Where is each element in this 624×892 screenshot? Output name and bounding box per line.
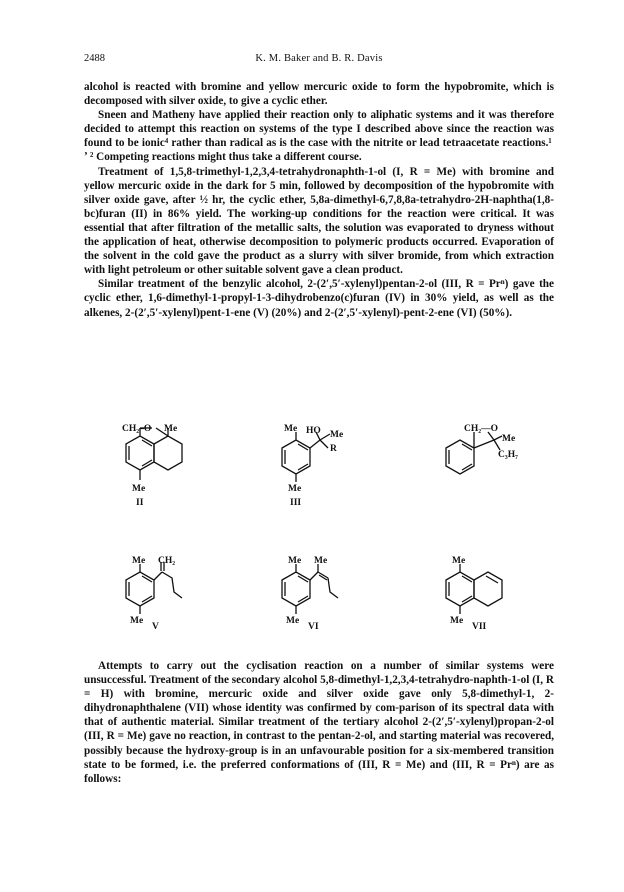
structure-IV-top: CH₂—O — [464, 424, 498, 434]
structure-III-right-bottom: R — [330, 444, 337, 454]
structure-III-top-mid: HO — [306, 426, 321, 436]
structure-III-right-top: Me — [330, 430, 344, 440]
structure-III-bottom: Me — [288, 484, 302, 494]
paragraph: Sneen and Matheny have applied their reaction only to aliphatic systems and it was therefore decided to attempt this reaction on systems of the type I described above since the reaction was found to be ionic⁴ rather than radical as is the case with the nitrite or lead tetraacetate reactions.¹ ʼ ² Competing reactions might thus take a different course. — [84, 109, 554, 164]
structure-VI — [262, 554, 358, 654]
structure-IV — [426, 422, 522, 522]
structure-II — [106, 422, 202, 522]
structure-VI-drawing — [262, 554, 358, 632]
structure-V-top-right: CH₂ — [158, 556, 176, 566]
structure-VII-drawing — [426, 554, 522, 632]
structure-II-drawing — [106, 422, 202, 500]
paragraph: alcohol is reacted with bromine and yellow mercuric oxide to form the hypobromite, which is decomposed with silver oxide, to give a cyclic ether. — [84, 81, 554, 108]
structure-III — [262, 422, 358, 522]
structure-VII-top: Me — [452, 556, 466, 566]
paragraph: Treatment of 1,5,8-trimethyl-1,2,3,4-tetrahydronaphth-1-ol (I, R = Me) with bromine and yellow mercuric oxide in the dark for 5 min, followed by decomposition of the hypobromite with silver oxide gave, after ½ hr, the cyclic ether, 5,8a-dimethyl-6,7,8,8a-tetrahydro-2H-naphtha(1,8-bc)furan (II) in 86% yield. The working-up conditions for the reaction were critical. It was essential that after filtration of the metallic salts, the solution was evaporated to dryness without the application of heat, otherwise decomposition to polymeric products occurred. Evaporation of the solvent in the cold gave the product as a slurry with silver bromide, from which extraction with light petroleum or other suitable solvent gave a clean product. — [84, 165, 554, 277]
structure-II-top-right: Me — [164, 424, 178, 434]
structure-VII-label: VII — [472, 622, 487, 632]
running-head: K. M. Baker and B. R. Davis — [255, 53, 383, 64]
structure-VII — [426, 554, 522, 654]
structure-II-top-left: CH₂–O — [122, 424, 152, 434]
structure-II-label: II — [136, 498, 144, 508]
structure-V-drawing — [106, 554, 202, 632]
page-header — [84, 53, 554, 69]
paragraph: Similar treatment of the benzylic alcohol, 2-(2′,5′-xylenyl)pentan-2-ol (III, R = Prⁿ) gave the cyclic ether, 1,6-dimethyl-1-propyl-1-3-dihydrobenzo(c)furan (IV) in 30% yield, as well as the alkenes, 2-(2′,5′-xylenyl)pent-1-ene (V) (20%) and 2-(2′,5′-xylenyl)-pent-2-ene (VI) (50%). — [84, 278, 554, 319]
structure-V-top-left: Me — [132, 556, 146, 566]
structure-VI-top-right: Me — [314, 556, 328, 566]
paragraph: Attempts to carry out the cyclisation reaction on a number of similar systems were unsuccessful. Treatment of the secondary alcohol 5,8-dimethyl-1,2,3,4-tetrahydro-naphth-1-ol (I, R = H) with bromine, mercuric oxide and silver oxide gave only 5,8-dimethyl-1, 2-dihydronaphthalene (VII) whose identity was confirmed by com-parison of its spectral data with that of authentic material. Similar treatment of the tertiary alcohol 2-(2′,5′-xylenyl)propan-2-ol (III, R = Me) gave no reaction, in contrast to the pentan-2-ol, and starting material was recovered, possibly because the hydroxy-group is in an unfavourable position for a six-membered transition state to be formed, i.e. the preferred conformations of (III, R = Me) and (III, R = Prⁿ) are as follows: — [84, 660, 554, 785]
structure-VI-label: VI — [308, 622, 319, 632]
structure-V-bottom: Me — [130, 616, 144, 626]
page-number: 2488 — [84, 53, 105, 64]
structure-III-label: III — [290, 498, 302, 508]
structure-VI-bottom: Me — [286, 616, 300, 626]
structure-V — [106, 554, 202, 654]
structure-III-top-left: Me — [284, 424, 298, 434]
structure-VI-top-left: Me — [288, 556, 302, 566]
structure-IV-right-bottom: C₃H₇ — [498, 450, 518, 460]
structure-II-bottom: Me — [132, 484, 146, 494]
body-text-top — [84, 80, 554, 320]
structure-VII-bottom: Me — [450, 616, 464, 626]
body-text-bottom — [84, 659, 554, 786]
structure-V-label: V — [152, 622, 159, 632]
structure-IV-right-top: Me — [502, 434, 516, 444]
